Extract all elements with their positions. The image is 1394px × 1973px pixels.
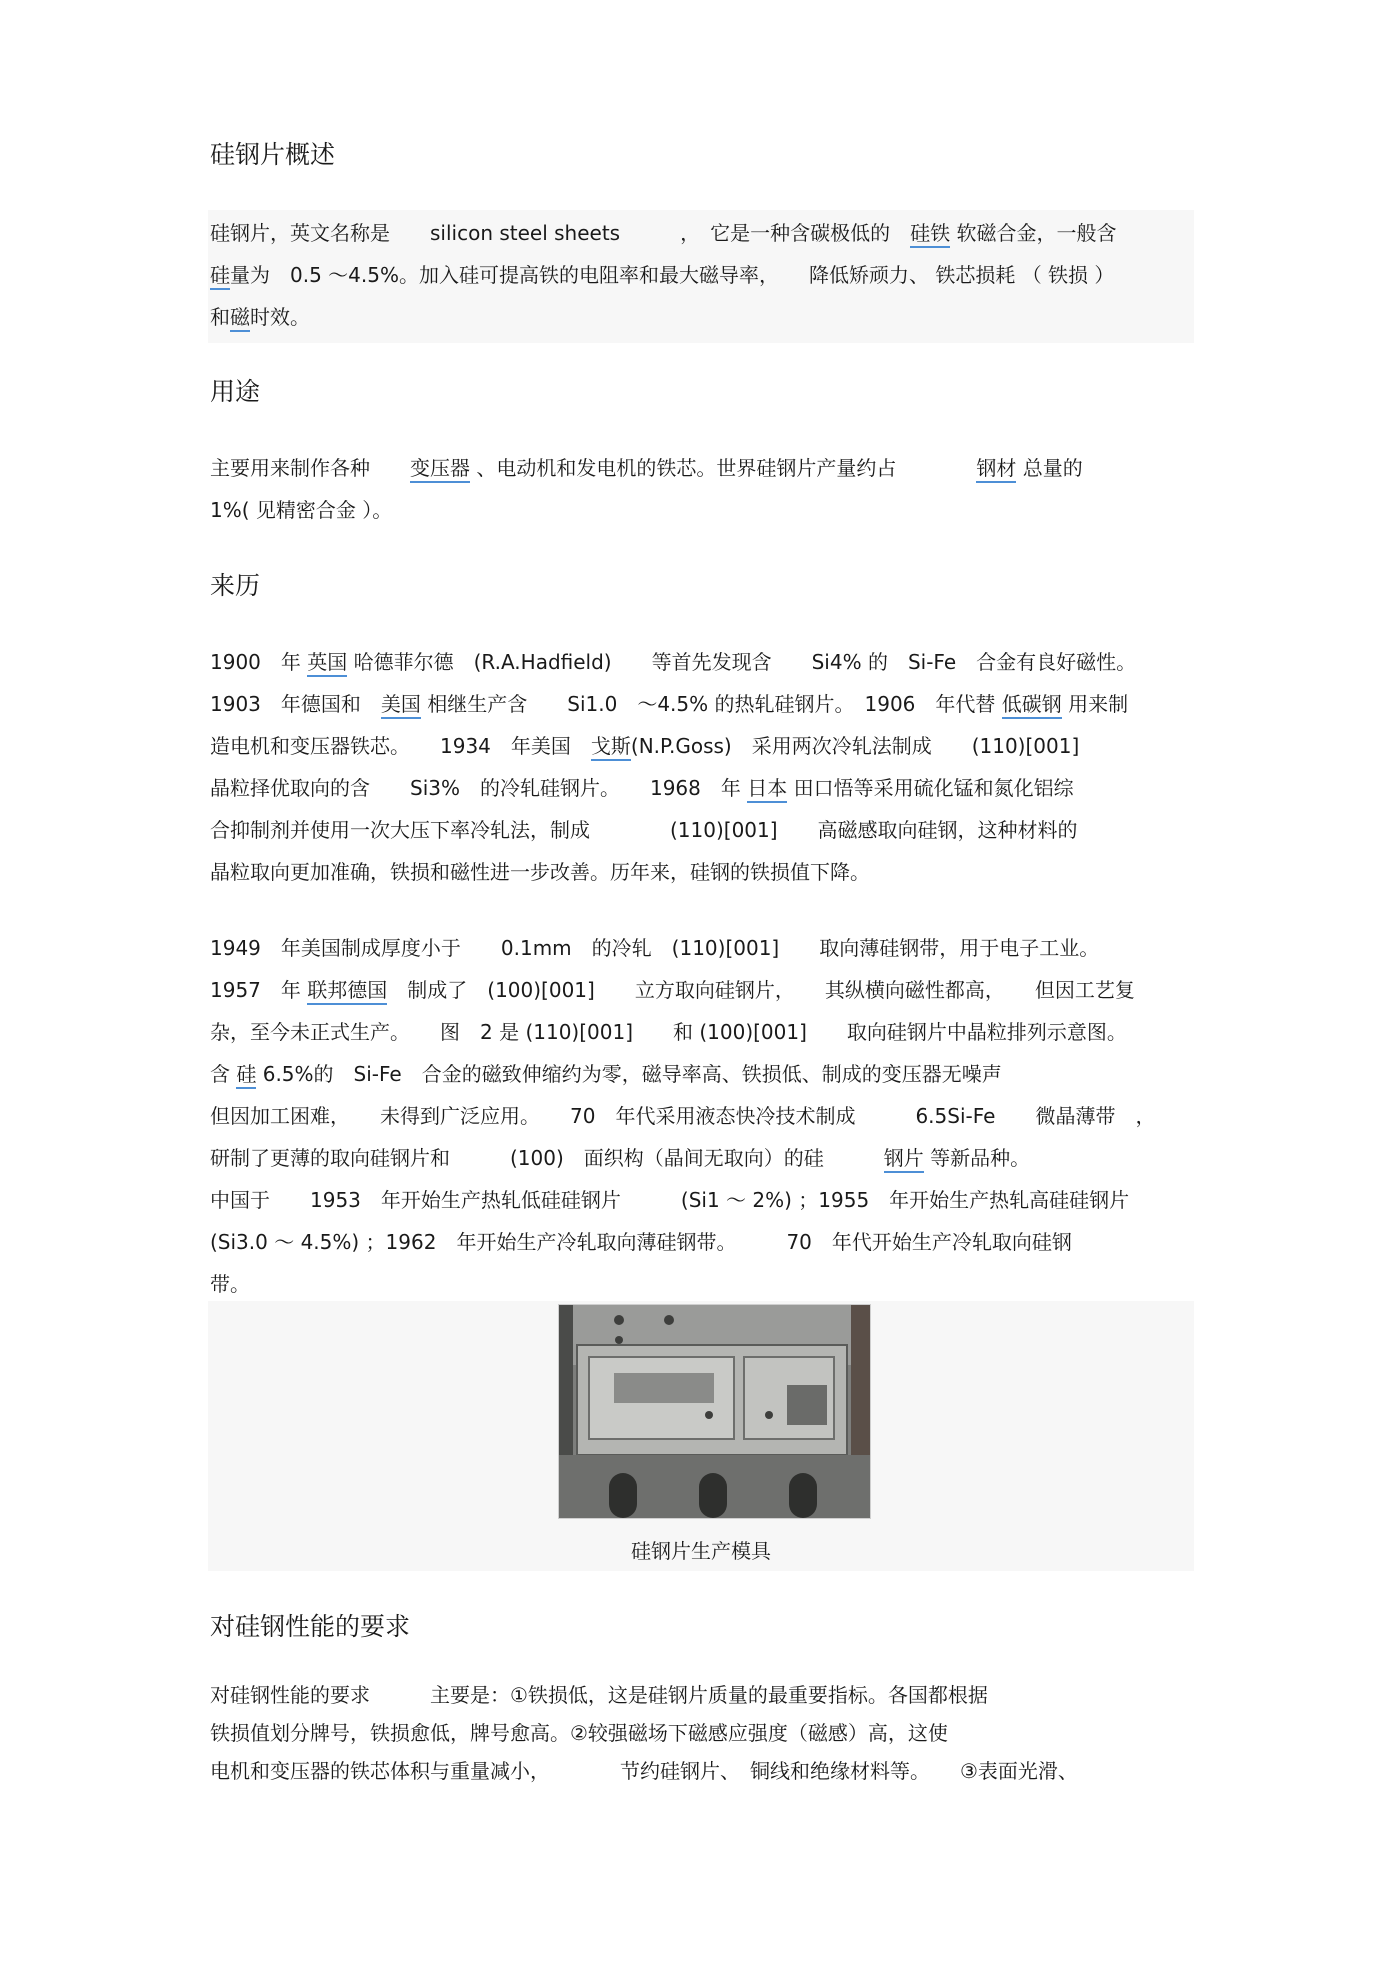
text-line xyxy=(210,1095,1155,1137)
text-run: 造电机和变压器铁芯。 1934 年美国 xyxy=(210,734,591,758)
text-run: (N.P.Goss) 采用两次冷轧法制成 (110)[001] xyxy=(630,734,1080,758)
term-link[interactable]: 钢片 xyxy=(884,1146,924,1173)
text-run: 铁损值划分牌号，铁损愈低，牌号愈高。②较强磁场下磁感应强度（磁感）高，这使 xyxy=(210,1721,948,1745)
term-link[interactable]: 日本 xyxy=(747,776,787,803)
term-link[interactable]: 变压器 xyxy=(410,456,470,483)
text-run: 对硅钢性能的要求 主要是：①铁损低，这是硅钢片质量的最重要指标。各国都根据 xyxy=(210,1683,988,1707)
text-run: 含 xyxy=(210,1062,237,1086)
text-run: 带。 xyxy=(210,1272,250,1296)
text-run: 哈德菲尔德 (R.A.Hadfield) 等首先发现含 Si4% 的 Si-Fe 合金有良好磁性。 xyxy=(347,650,1137,674)
text-line xyxy=(210,969,1135,1011)
term-link[interactable]: 美国 xyxy=(381,692,421,719)
text-line xyxy=(210,254,1114,296)
history-paragraph-2 xyxy=(210,927,1194,1305)
text-run: 1949 年美国制成厚度小于 0.1mm 的冷轧 (110)[001] 取向薄硅钢带，用于电子工业。 xyxy=(210,936,1100,960)
term-link[interactable]: 硅 xyxy=(210,263,230,290)
text-line xyxy=(210,1011,1127,1053)
text-run: (Si3.0 ～ 4.5%) ；1962 年开始生产冷轧取向薄硅钢带。 70 年代开始生产冷轧取向硅钢 xyxy=(210,1230,1072,1254)
text-line xyxy=(210,1053,1002,1095)
text-line xyxy=(210,489,392,531)
overview-paragraph xyxy=(210,212,1194,338)
text-run: 杂，至今未正式生产。 图 2 是 (110)[001] 和 (100)[001] 取向硅钢片中晶粒排列示意图。 xyxy=(210,1020,1127,1044)
text-run: 合抑制剂并使用一次大压下率冷轧法，制成 (110)[001] 高磁感取向硅钢，这种材料的 xyxy=(210,818,1078,842)
text-run: 1957 年 xyxy=(210,978,308,1002)
text-run: 研制了更薄的取向硅钢片和 (100) 面织构（晶间无取向）的硅 xyxy=(210,1146,884,1170)
text-run: 、电动机和发电机的铁芯。世界硅钢片产量约占 xyxy=(470,456,977,480)
figure-caption: 硅钢片生产模具 xyxy=(631,1539,771,1563)
text-line xyxy=(210,641,1136,683)
term-link[interactable]: 低碳钢 xyxy=(1002,692,1062,719)
text-line xyxy=(210,927,1099,969)
heading-overview: 硅钢片概述 xyxy=(210,140,336,169)
text-run: 时效。 xyxy=(250,305,310,329)
term-link[interactable]: 钢材 xyxy=(976,456,1016,483)
text-run: 晶粒择优取向的含 Si3% 的冷轧硅钢片。 1968 年 xyxy=(210,776,748,800)
text-run: 但因加工困难， 未得到广泛应用。 70 年代采用液态快冷技术制成 6.5Si-Fe 微晶薄带 ， xyxy=(210,1104,1156,1128)
text-line xyxy=(210,1179,1129,1221)
text-run: 软磁合金，一般含 xyxy=(950,221,1117,245)
text-run: 电机和变压器的铁芯体积与重量减小， 节约硅钢片、 铜线和绝缘材料等。 ③表面光滑、 xyxy=(210,1759,1078,1783)
term-link[interactable]: 硅铁 xyxy=(910,221,950,248)
text-run: 田口悟等采用硫化锰和氮化铝综 xyxy=(787,776,1074,800)
text-run: 1%( 见精密合金 ）。 xyxy=(210,498,393,522)
text-line xyxy=(210,683,1128,725)
text-line xyxy=(210,1752,1078,1790)
text-run: 总量的 xyxy=(1016,456,1083,480)
term-link[interactable]: 戈斯 xyxy=(591,734,631,761)
text-run: 主要用来制作各种 xyxy=(210,456,410,480)
text-line xyxy=(210,1263,250,1305)
use-paragraph xyxy=(210,447,1194,531)
text-line xyxy=(210,1676,988,1714)
history-paragraph-1 xyxy=(210,641,1194,893)
text-run: 等新品种。 xyxy=(923,1146,1031,1170)
text-line xyxy=(210,767,1074,809)
text-run: 相继生产含 Si1.0 ～4.5% 的热轧硅钢片。 1906 年代替 xyxy=(420,692,1002,716)
mold-photo-illustration xyxy=(559,1305,870,1518)
heading-requirements: 对硅钢性能的要求 xyxy=(210,1612,411,1641)
term-link[interactable]: 英国 xyxy=(307,650,347,677)
text-line xyxy=(210,1137,1030,1179)
term-link[interactable]: 磁 xyxy=(230,305,250,332)
text-line xyxy=(210,725,1079,767)
term-link[interactable]: 联邦德国 xyxy=(307,978,387,1005)
text-run: 6.5%的 Si-Fe 合金的磁致伸缩约为零，磁导率高、铁损低、制成的变压器无噪声 xyxy=(256,1062,1002,1086)
heading-use: 用途 xyxy=(210,377,261,406)
text-run: 中国于 1953 年开始生产热轧低硅硅钢片 (Si1 ～ 2%) ；1955 年开始生产热轧高硅硅钢片 xyxy=(210,1188,1130,1212)
mold-photo xyxy=(558,1304,871,1519)
text-line xyxy=(210,447,1083,489)
text-run: 硅钢片，英文名称是 silicon steel sheets ， 它是一种含碳极低的 xyxy=(210,221,911,245)
heading-history: 来历 xyxy=(210,571,261,600)
text-run: 和 xyxy=(210,305,230,329)
text-run: 制成了 (100)[001] 立方取向硅钢片， 其纵横向磁性都高， 但因工艺复 xyxy=(387,978,1135,1002)
text-line xyxy=(210,296,310,338)
requirements-paragraph xyxy=(210,1676,1194,1790)
text-run: 1900 年 xyxy=(210,650,308,674)
text-run: 1903 年德国和 xyxy=(210,692,381,716)
text-line xyxy=(210,1714,948,1752)
text-line xyxy=(210,212,1116,254)
text-line xyxy=(210,851,870,893)
term-link[interactable]: 硅 xyxy=(236,1062,256,1089)
text-line xyxy=(210,1221,1072,1263)
text-run: 晶粒取向更加准确，铁损和磁性进一步改善。历年来，硅钢的铁损值下降。 xyxy=(210,860,870,884)
text-run: 用来制 xyxy=(1061,692,1129,716)
text-line xyxy=(210,809,1078,851)
text-run: 量为 0.5 ～4.5%。加入硅可提高铁的电阻率和最大磁导率， 降低矫顽力、 铁芯损耗 （ 铁损 ） xyxy=(230,263,1115,287)
